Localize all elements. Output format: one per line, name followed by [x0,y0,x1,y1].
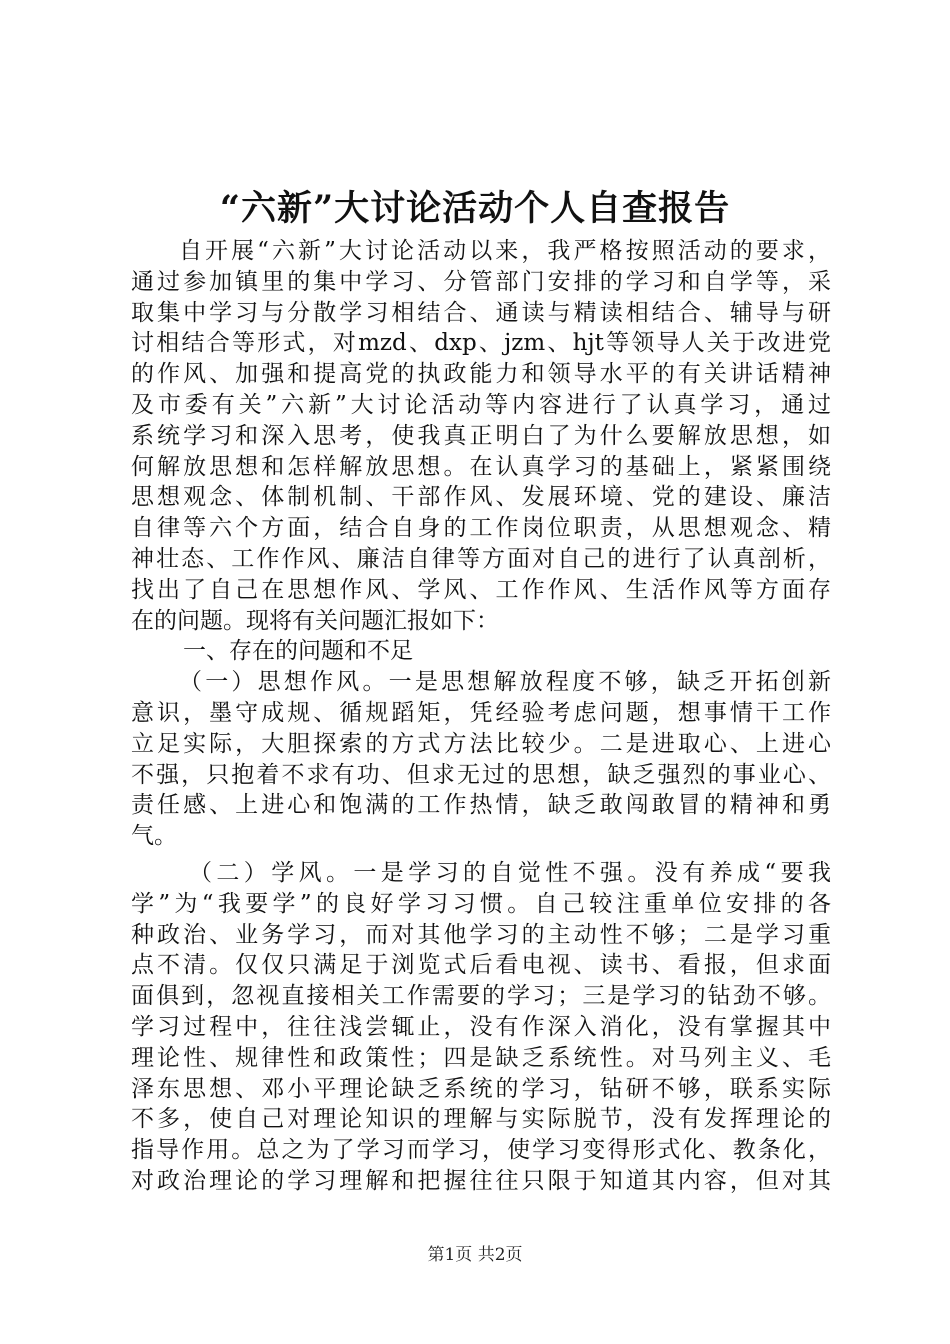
text-line: （一）思想作风。一是思想解放程度不够，缺乏开拓创新 [179,669,831,696]
text-line: 找出了自己在思想作风、学风、工作作风、生活作风等方面存 [131,576,831,603]
text-line: 自律等六个方面，结合自身的工作岗位职责，从思想观念、精 [131,515,831,542]
text-line: 理论性、规律性和政策性；四是缺乏系统性。对马列主义、毛 [131,1044,831,1071]
text-line: 取集中学习与分散学习相结合、通读与精读相结合、辅导与研 [131,299,831,326]
text-line: 不强，只抱着不求有功、但求无过的思想，缺乏强烈的事业心、 [131,761,831,788]
text-line: 意识，墨守成规、循规蹈矩，凭经验考虑问题，想事情干工作 [131,699,831,726]
section-heading: 一、存在的问题和不足 [183,638,413,665]
text-line: 立足实际，大胆探索的方式方法比较少。二是进取心、上进心 [131,730,831,757]
text-line: 通过参加镇里的集中学习、分管部门安排的学习和自学等，采 [131,268,831,295]
paragraph-study-style [131,858,831,1197]
text-line: 系统学习和深入思考，使我真正明白了为什么要解放思想，如 [131,422,831,449]
page-indicator: 第1页 共2页 [427,1245,523,1265]
text-line: 何解放思想和怎样解放思想。在认真学习的基础上，紧紧围绕 [131,453,831,480]
text-line: 点不清。仅仅只满足于浏览式后看电视、读书、看报，但求面 [131,952,831,979]
document-body [131,236,831,1197]
text-line: 学习过程中，往往浅尝辄止，没有作深入消化，没有掌握其中 [131,1013,831,1040]
text-line: 责任感、上进心和饱满的工作热情，缺乏敢闯敢冒的精神和勇 [131,792,831,819]
text-line: 泽东思想、邓小平理论缺乏系统的学习，钻研不够，联系实际 [131,1075,831,1102]
text-line: 及市委有关”六新”大讨论活动等内容进行了认真学习，通过 [131,391,831,418]
text-line: 面俱到，忽视直接相关工作需要的学习；三是学习的钻劲不够。 [131,983,831,1010]
text-line: 学”为“我要学”的良好学习习惯。自己较注重单位安排的各 [131,890,831,917]
document-title: “六新”大讨论活动个人自查报告 [219,188,731,229]
text-line: 对政治理论的学习理解和把握往往只限于知道其内容，但对其 [131,1167,831,1194]
text-line: 不多，使自己对理论知识的理解与实际脱节，没有发挥理论的 [131,1106,831,1133]
text-line: 自开展“六新”大讨论活动以来，我严格按照活动的要求， [179,238,831,264]
text-line: 的作风、加强和提高党的执政能力和领导水平的有关讲话精神 [131,361,831,388]
text-line: 思想观念、体制机制、干部作风、发展环境、党的建设、廉洁 [131,484,831,511]
paragraph-intro [131,236,831,636]
text-line: 气。 [131,823,177,850]
text-line: 在的问题。现将有关问题汇报如下： [131,607,499,634]
text-line: （二）学风。一是学习的自觉性不强。没有养成“要我 [189,859,831,886]
text-line: 神壮态、工作作风、廉洁自律等方面对自己的进行了认真剖析， [131,545,831,572]
text-line: 种政治、业务学习，而对其他学习的主动性不够；二是学习重 [131,921,831,948]
text-line: 讨相结合等形式，对mzd、dxp、jzm、hjt等领导人关于改进党 [131,330,831,357]
paragraph-thinking-style [131,667,831,852]
text-line: 指导作用。总之为了学习而学习，使学习变得形式化、教条化， [131,1137,831,1164]
